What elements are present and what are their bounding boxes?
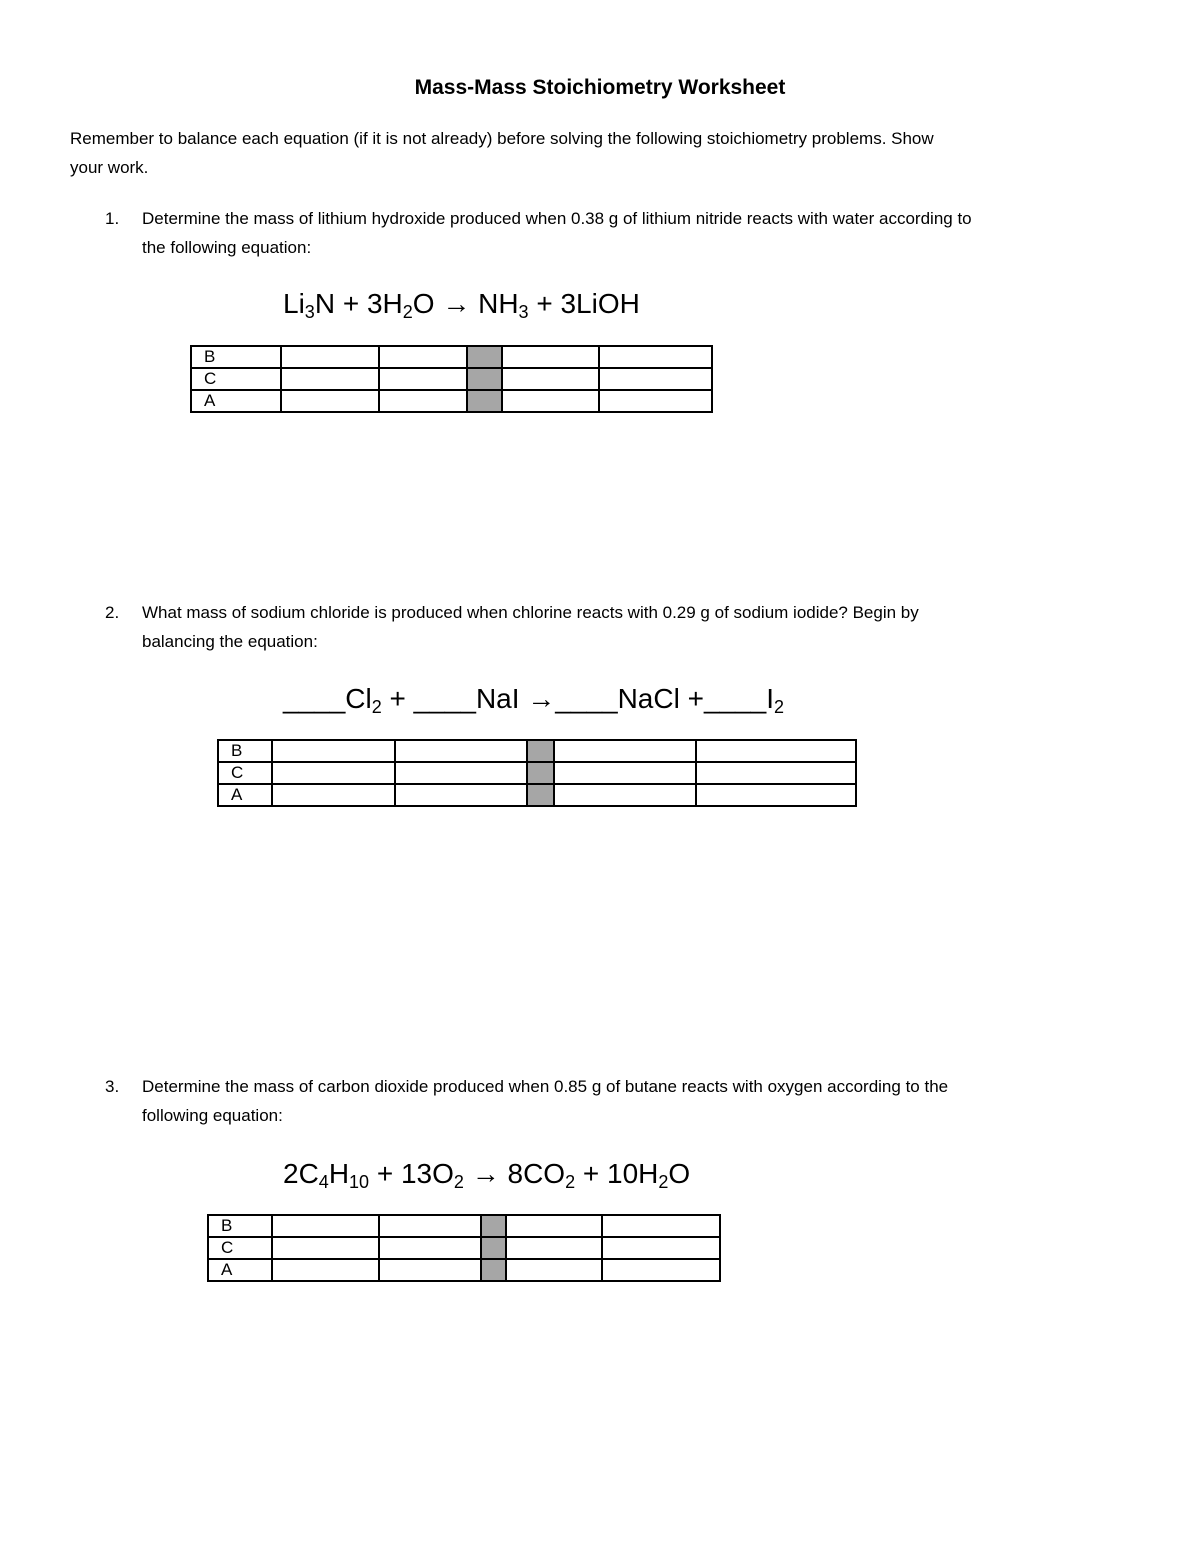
grid-cell[interactable] xyxy=(272,762,395,784)
equation-1: $Li_3N + 3H_2O \to NH_3$ + 3LiOH xyxy=(283,288,640,322)
grid-cell[interactable] xyxy=(602,1259,720,1281)
grid-cell[interactable] xyxy=(602,1237,720,1259)
instructions-line-1: Remember to balance each equation (if it is not already) before solving the following stoichiometry problems. Show xyxy=(70,129,934,148)
grid-cell[interactable] xyxy=(599,346,712,368)
grid-cell[interactable] xyxy=(272,740,395,762)
grid-cell[interactable] xyxy=(502,346,599,368)
grid-cell[interactable] xyxy=(379,368,467,390)
grid-cell[interactable] xyxy=(502,390,599,412)
instructions xyxy=(70,124,1130,182)
row-label-b: B xyxy=(191,346,281,368)
shaded-cell xyxy=(527,762,554,784)
grid-cell[interactable] xyxy=(599,390,712,412)
grid-cell[interactable] xyxy=(272,1237,379,1259)
instructions-line-2: your work. xyxy=(70,158,149,177)
grid-cell[interactable] xyxy=(272,784,395,806)
grid-cell[interactable] xyxy=(696,762,856,784)
question-3 xyxy=(105,1072,1135,1130)
question-number: 3. xyxy=(105,1077,120,1096)
equation-2: $\_\_\_\_Cl_2$ + ____NaI →____NaCl $+\_\_\_\_I_2$ xyxy=(283,683,785,717)
grid-cell[interactable] xyxy=(506,1215,602,1237)
grid-cell[interactable] xyxy=(554,740,696,762)
row-label-c: C xyxy=(191,368,281,390)
row-label-c: C xyxy=(208,1237,272,1259)
grid-cell[interactable] xyxy=(602,1215,720,1237)
answer-grid-2 xyxy=(217,739,857,807)
grid-cell[interactable] xyxy=(272,1215,379,1237)
shaded-cell xyxy=(527,784,554,806)
question-text-line-1: Determine the mass of carbon dioxide produced when 0.85 g of butane reacts with oxygen according to the xyxy=(142,1077,949,1096)
grid-cell[interactable] xyxy=(379,346,467,368)
row-label-c: C xyxy=(218,762,272,784)
page-title: Mass-Mass Stoichiometry Worksheet xyxy=(414,76,786,99)
question-text-line-2: balancing the equation: xyxy=(142,632,318,651)
shaded-cell xyxy=(527,740,554,762)
grid-cell[interactable] xyxy=(379,390,467,412)
grid-cell[interactable] xyxy=(599,368,712,390)
grid-cell[interactable] xyxy=(506,1259,602,1281)
grid-cell[interactable] xyxy=(281,346,379,368)
grid-cell[interactable] xyxy=(696,784,856,806)
answer-grid-1 xyxy=(190,345,713,413)
row-label-a: A xyxy=(191,390,281,412)
row-label-a: A xyxy=(208,1259,272,1281)
row-label-a: A xyxy=(218,784,272,806)
question-number: 1. xyxy=(105,209,120,228)
question-2 xyxy=(105,598,1135,656)
grid-cell[interactable] xyxy=(395,740,527,762)
answer-grid-3 xyxy=(207,1214,721,1282)
shaded-cell xyxy=(481,1237,506,1259)
row-label-b: B xyxy=(218,740,272,762)
question-text-line-2: following equation: xyxy=(142,1106,283,1125)
question-number: 2. xyxy=(105,603,120,622)
grid-cell[interactable] xyxy=(281,390,379,412)
question-text-line-1: What mass of sodium chloride is produced when chlorine reacts with 0.29 g of sodium iodide? Begin by xyxy=(142,603,919,622)
grid-cell[interactable] xyxy=(281,368,379,390)
grid-cell[interactable] xyxy=(554,762,696,784)
equation-3: $2C_4H_{10} + 13O_2 \to 8CO_2 + 10H_2O$ xyxy=(283,1158,691,1192)
shaded-cell xyxy=(467,346,502,368)
grid-cell[interactable] xyxy=(395,784,527,806)
grid-cell[interactable] xyxy=(395,762,527,784)
shaded-cell xyxy=(481,1215,506,1237)
grid-cell[interactable] xyxy=(379,1259,481,1281)
grid-cell[interactable] xyxy=(696,740,856,762)
grid-cell[interactable] xyxy=(554,784,696,806)
grid-cell[interactable] xyxy=(506,1237,602,1259)
shaded-cell xyxy=(467,390,502,412)
question-text-line-1: Determine the mass of lithium hydroxide produced when 0.38 g of lithium nitride reacts with water according to xyxy=(142,209,972,228)
grid-cell[interactable] xyxy=(379,1237,481,1259)
shaded-cell xyxy=(481,1259,506,1281)
question-text-line-2: the following equation: xyxy=(142,238,312,257)
shaded-cell xyxy=(467,368,502,390)
grid-cell[interactable] xyxy=(272,1259,379,1281)
row-label-b: B xyxy=(208,1215,272,1237)
grid-cell[interactable] xyxy=(379,1215,481,1237)
grid-cell[interactable] xyxy=(502,368,599,390)
question-1 xyxy=(105,204,1135,262)
